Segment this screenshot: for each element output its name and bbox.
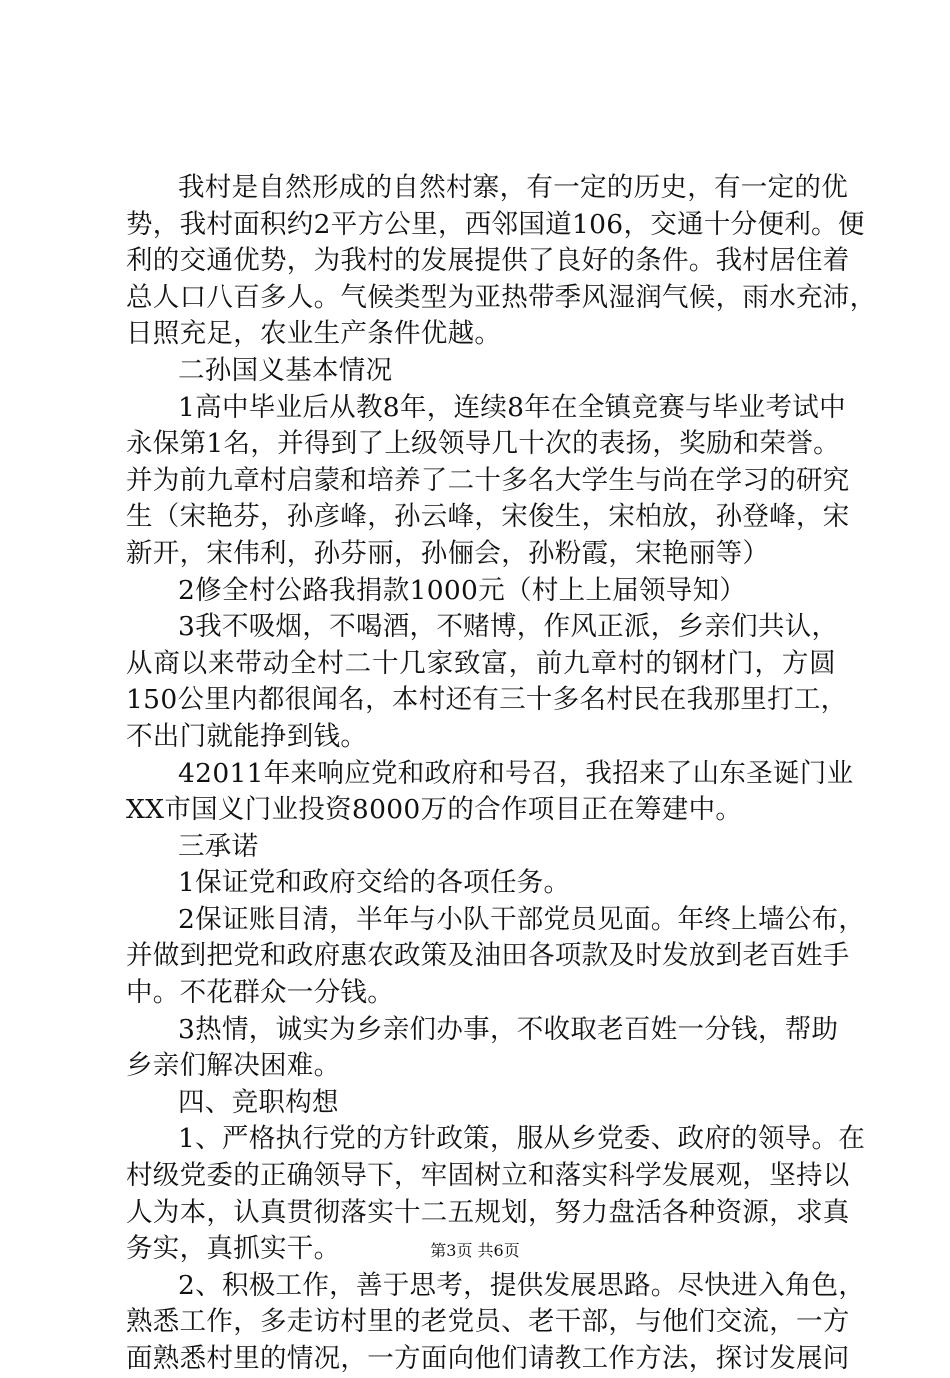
text-line: 42011年来响应党和政府和号召，我招来了山东圣诞门业 — [178, 757, 854, 789]
text-line: 3热情，诚实为乡亲们办事，不收取老百姓一分钱，帮助 — [178, 1013, 839, 1045]
text-line: 2、积极工作，善于思考，提供发展思路。尽快进入角色， — [178, 1269, 866, 1301]
text-line: XX市国义门业投资8000万的合作项目正在筹建中。 — [126, 794, 743, 826]
page-footer: 第3页 共6页 — [430, 1241, 520, 1260]
text-line: 人为本，认真贯彻落实十二五规划，努力盘活各种资源，求真 — [126, 1196, 850, 1228]
text-line: 2保证账目清，半年与小队干部党员见面。年终上墙公布， — [178, 903, 866, 935]
text-line: 2修全村公路我捐款1000元（村上上届领导知） — [178, 574, 747, 606]
text-line: 势，我村面积约2平方公里，西邻国道106，交通十分便利。便 — [126, 208, 865, 240]
text-line: 三承诺 — [178, 830, 259, 862]
text-line: 面熟悉村里的情况，一方面向他们请教工作方法，探讨发展问 — [126, 1343, 850, 1374]
text-line: 150公里内都很闻名，本村还有三十多名村民在我那里打工， — [126, 684, 848, 716]
text-line: 务实，真抓实干。 — [126, 1233, 341, 1265]
text-line: 中。不花群众一分钱。 — [126, 977, 394, 1009]
document-body — [126, 170, 877, 1378]
text-line: 熟悉工作，多走访村里的老党员、老干部，与他们交流，一方 — [126, 1306, 850, 1338]
text-line: 村级党委的正确领导下，牢固树立和落实科学发展观，坚持以 — [126, 1160, 850, 1192]
text-line: 我村是自然形成的自然村寨，有一定的历史，有一定的优 — [178, 172, 848, 203]
text-line: 从商以来带动全村二十几家致富，前九章村的钢材门，方圆 — [126, 647, 836, 679]
text-line: 1高中毕业后从教8年，连续8年在全镇竞赛与毕业考试中 — [178, 391, 846, 423]
text-line: 3我不吸烟，不喝酒，不赌博，作风正派，乡亲们共认， — [178, 611, 839, 643]
text-line: 永保第1名，并得到了上级领导几十次的表扬，奖励和荣誉。 — [126, 428, 840, 460]
text-line: 1保证党和政府交给的各项任务。 — [178, 867, 571, 899]
text-line: 总人口八百多人。气候类型为亚热带季风湿润气候，雨水充沛， — [126, 281, 877, 313]
text-line: 日照充足，农业生产条件优越。 — [126, 318, 502, 350]
text-line: 1、严格执行党的方针政策，服从乡党委、政府的领导。在 — [178, 1123, 866, 1155]
text-line: 利的交通优势，为我村的发展提供了良好的条件。我村居住着 — [126, 245, 850, 277]
text-line: 二孙国义基本情况 — [178, 354, 393, 386]
text-line: 乡亲们解决困难。 — [126, 1050, 341, 1082]
text-line: 新开，宋伟利，孙芬丽，孙俪会，孙粉霞，宋艳丽等） — [126, 537, 770, 569]
text-line: 四、竞职构想 — [178, 1086, 339, 1118]
text-line: 并做到把党和政府惠农政策及油田各项款及时发放到老百姓手 — [126, 940, 850, 972]
text-line: 生（宋艳芬，孙彦峰，孙云峰，宋俊生，宋柏放，孙登峰，宋 — [126, 501, 850, 533]
text-line: 并为前九章村启蒙和培养了二十多名大学生与尚在学习的研究 — [126, 464, 850, 496]
text-line: 不出门就能挣到钱。 — [126, 720, 368, 752]
